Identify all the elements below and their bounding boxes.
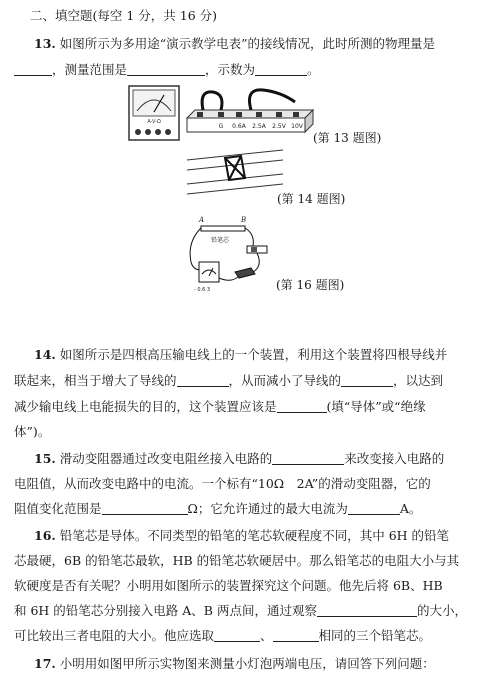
q15-line1	[34, 447, 477, 472]
q15-text1a: 滑动变阻器通过改变电阻丝接入电路的	[59, 451, 273, 466]
q14-line2	[14, 369, 466, 394]
q15-line3	[14, 497, 466, 522]
q13-number: 13.	[34, 36, 56, 51]
q16-blank-factor2[interactable]	[273, 627, 319, 642]
q17-line1	[34, 652, 477, 677]
q16-line1	[34, 524, 477, 549]
q16-text4a: 和 6H 的铅笔芯分别接入电路 A、B 两点间，通过观察	[14, 603, 317, 618]
fig16-label-a: A	[199, 216, 205, 224]
q16-line2: 芯最硬，6B 的铅笔芯最软，HB 的铅笔芯软硬居中。那么铅笔芯的电阻大小与其	[14, 553, 460, 568]
q15-text1b: 来改变接入电路的	[344, 451, 445, 466]
q16-text5b: 、	[260, 628, 273, 643]
q16-text4b: 的大小，	[416, 603, 467, 618]
q13-blank-quantity[interactable]	[14, 61, 52, 76]
fig13-meter	[128, 85, 180, 141]
q14-line1	[34, 343, 477, 368]
q14-blank-area[interactable]	[177, 372, 229, 387]
q13-line2	[14, 58, 466, 83]
q13-text1: 如图所示为多用途“演示教学电表”的接线情况，此时所测的物理量是	[59, 36, 436, 51]
q13-text2a: ，测量范围是	[52, 62, 128, 77]
q15-number: 15.	[34, 451, 56, 466]
q14-text1: 如图所示是四根高压输电线上的一个装置，利用这个装置将四根导线并	[59, 347, 448, 362]
fig14-caption: (第 14 题图)	[277, 192, 346, 206]
fig13-terminal-board	[185, 88, 315, 138]
q14-text2a: 联起来，相当于增大了导线的	[14, 373, 177, 388]
q15-blank-length[interactable]	[272, 450, 344, 465]
q15-text3b: Ω；它允许通过的最大电流为	[187, 501, 348, 516]
fig14-power-lines	[185, 148, 285, 200]
q15-blank-range[interactable]	[102, 500, 188, 515]
q14-text3b: (填“导体”或“绝缘	[326, 399, 426, 414]
q15-text3a: 阻值变化范围是	[14, 501, 102, 516]
q16-blank-observe[interactable]	[317, 602, 417, 617]
fig13-terminal-06a: 0.6A	[232, 123, 246, 130]
q14-line4: 体”)。	[14, 424, 51, 439]
q15-blank-current[interactable]	[348, 500, 400, 515]
q16-text1: 铅笔芯是导体。不同类型的铅笔的笔芯软硬程度不同，其中 6H 的铅笔	[59, 528, 450, 543]
q14-text3a: 减少输电线上电能损失的目的，这个装置应该是	[14, 399, 277, 414]
fig16-label-b: B	[241, 216, 247, 224]
q16-line5	[14, 624, 466, 649]
q14-number: 14.	[34, 347, 56, 362]
q13-blank-range[interactable]	[127, 61, 205, 76]
q14-blank-material[interactable]	[277, 398, 327, 413]
section-title: 二、填空题(每空 1 分，共 16 分)	[30, 8, 218, 23]
q13-line1	[34, 32, 477, 57]
q14-text2c: ，以达到	[393, 373, 444, 388]
fig13-terminal-10v: 10V	[291, 123, 303, 130]
q16-blank-factor1[interactable]	[214, 627, 260, 642]
fig13-terminal-g: G	[218, 123, 224, 130]
fig13-caption: (第 13 题图)	[313, 131, 382, 145]
fig16-meter-scale: - 0.6 3	[194, 287, 211, 293]
fig13-terminal-25a: 2.5A	[252, 123, 266, 130]
fig16-caption: (第 16 题图)	[276, 278, 345, 292]
fig13-terminal-25v: 2.5V	[272, 123, 286, 130]
q16-line4	[14, 599, 466, 624]
q16-number: 16.	[34, 528, 56, 543]
fig13-meter-label: A-V-Ω	[147, 119, 161, 125]
q16-line3: 软硬度是否有关呢？小明用如图所示的装置探究这个问题。他先后将 6B、HB	[14, 578, 443, 593]
q14-blank-resistance[interactable]	[341, 372, 393, 387]
q15-line2: 电阻值，从而改变电路中的电流。一个标有“10Ω 2A”的滑动变阻器，它的	[14, 476, 431, 491]
q17-number: 17.	[34, 656, 56, 671]
q15-text3c: A。	[399, 501, 422, 516]
q16-text5c: 相同的三个铅笔芯。	[318, 628, 432, 643]
q14-text2b: ，从而减小了导线的	[228, 373, 342, 388]
q13-text2b: ，示数为	[205, 62, 256, 77]
fig16-circuit	[185, 212, 275, 294]
q17-text1: 小明用如图甲所示实物图来测量小灯泡两端电压，请回答下列问题：	[59, 656, 435, 671]
fig16-lead-label: 铅笔芯	[211, 237, 230, 244]
q14-line3	[14, 395, 466, 420]
q13-blank-reading[interactable]	[255, 61, 307, 76]
q13-text2c: 。	[307, 62, 320, 77]
q16-text5a: 可比较出三者电阻的大小。他应选取	[14, 628, 215, 643]
